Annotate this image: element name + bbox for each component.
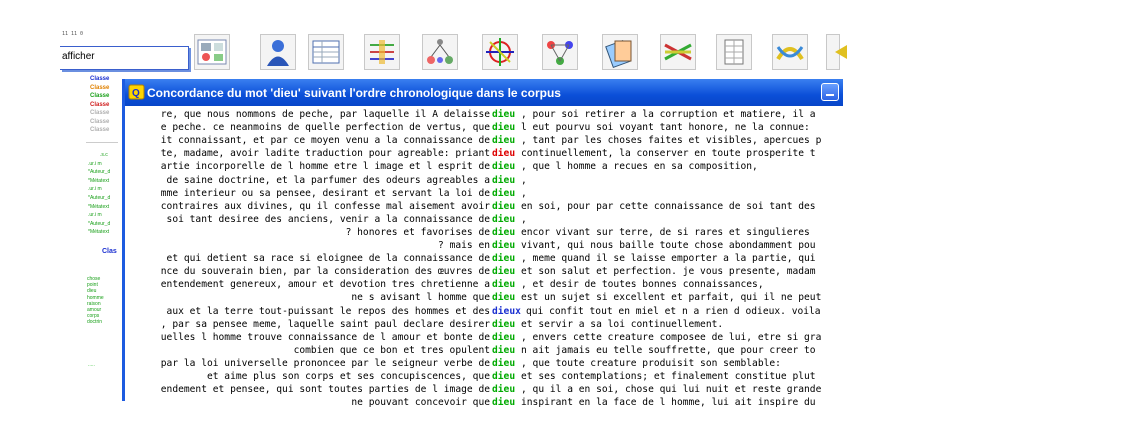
- concordance-line[interactable]: [125, 239, 1125, 252]
- left-context: te, madame, avoir ladite traduction pour agreable: priant: [160, 148, 490, 160]
- cards-icon: [603, 35, 637, 69]
- right-context: est un sujet si excellent et parfait, qui il ne peut: [521, 292, 822, 304]
- right-context: et servir a sa loi continuellement.: [521, 318, 724, 330]
- concordance-line[interactable]: [125, 265, 1125, 278]
- divider: [86, 142, 118, 143]
- partial-icon: [827, 35, 861, 69]
- class-item[interactable]: Classe: [90, 84, 110, 91]
- toolbar: [190, 30, 840, 76]
- right-context: continuellement, la conserver en toute prosperite t: [521, 148, 816, 160]
- class-item[interactable]: Classe: [90, 110, 110, 116]
- right-context: , que l homme a recues en sa composition,: [521, 161, 758, 173]
- keyword: dieu: [492, 200, 516, 212]
- star-burst-tool-button[interactable]: [482, 34, 518, 70]
- user-tool-button[interactable]: [260, 34, 296, 70]
- left-context: e peche. ce neanmoins de quelle perfection de vertus, que: [160, 122, 490, 134]
- network-tool-button[interactable]: [542, 34, 578, 70]
- right-context: , qu il a en soi, chose qui lui nuit et reste grande: [521, 384, 822, 396]
- keyword: dieu: [492, 213, 516, 225]
- keyword: dieu: [492, 226, 516, 238]
- partial-tool-button[interactable]: [826, 34, 840, 70]
- table-tool-button[interactable]: [308, 34, 344, 70]
- concordance-line[interactable]: [125, 357, 1125, 370]
- ribbon-tool-button[interactable]: [772, 34, 808, 70]
- concordance-line[interactable]: [125, 383, 1125, 396]
- right-context: qui confit tout en miel et n a rien d odieux. voila: [526, 305, 821, 317]
- keyword: dieu: [492, 148, 516, 160]
- list-item[interactable]: *Métatext: [88, 177, 110, 184]
- left-context: aux et la terre tout-puissant le repos des hommes et des: [166, 305, 490, 317]
- tree-diagram-icon: [423, 35, 457, 69]
- list-item[interactable]: .ur.i m: [88, 160, 102, 167]
- minimize-icon: [826, 94, 834, 96]
- list-item[interactable]: *Métatext: [88, 229, 110, 236]
- right-context: inspirant en la face de l homme, lui ait inspire du: [521, 397, 816, 409]
- left-context: entendement genereux, amour et devotion tres chretienne a: [160, 279, 490, 291]
- keyword: dieu: [492, 266, 516, 278]
- keyword: dieu: [492, 122, 516, 134]
- keyword: dieu: [492, 109, 516, 120]
- keyword: dieu: [492, 174, 516, 186]
- class-item[interactable]: Classe: [90, 118, 110, 125]
- list-item: .....: [88, 362, 95, 368]
- concordance-line[interactable]: [125, 213, 1125, 226]
- concordance-line[interactable]: [125, 187, 1125, 200]
- table-icon: [309, 35, 343, 69]
- word-item[interactable]: dieu: [87, 288, 97, 295]
- list-item[interactable]: *Métatext: [88, 203, 110, 210]
- list-item[interactable]: *Auteur_d: [88, 220, 111, 227]
- keyword: dieu: [492, 384, 516, 396]
- left-context: , par sa pensee meme, laquelle saint paul declare desirer: [160, 318, 490, 330]
- keyword: dieu: [492, 331, 516, 343]
- word-item[interactable]: corps: [87, 313, 100, 320]
- star-burst-icon: [483, 35, 517, 69]
- right-context: n ait jamais eu telle souffrette, que pour creer to: [521, 344, 816, 356]
- right-context: et son salut et perfection. je vous presente, madam: [521, 266, 816, 278]
- left-context: ? honores et favorises de: [345, 226, 490, 238]
- concordance-line[interactable]: [125, 147, 1125, 160]
- cards-tool-button[interactable]: [602, 34, 638, 70]
- chart-grid-icon: [195, 35, 229, 69]
- left-panel-header: 11 11 0: [62, 31, 84, 37]
- keyword: dieu: [492, 161, 516, 173]
- concordance-line[interactable]: [125, 108, 1125, 121]
- list-item[interactable]: *Auteur_d: [88, 169, 111, 176]
- word-item[interactable]: point: [87, 282, 98, 289]
- word-item[interactable]: chose: [87, 276, 101, 282]
- word-item[interactable]: raison: [87, 300, 101, 307]
- concordance-line[interactable]: [125, 174, 1125, 187]
- list-item[interactable]: .s.c: [100, 152, 108, 158]
- left-context: ne s avisant l homme que: [351, 292, 490, 304]
- concordance-line[interactable]: [125, 291, 1125, 304]
- svg-text:Q: Q: [132, 88, 140, 99]
- window-titlebar[interactable]: [125, 79, 843, 106]
- left-context: artie incorporelle de l homme etre l image et l esprit de: [160, 161, 490, 173]
- keyword: dieu: [492, 357, 516, 369]
- keyword: dieu: [492, 253, 516, 265]
- left-context: it connaissant, et par ce moyen venu a la connaissance de: [160, 135, 490, 147]
- right-context: , et desir de toutes bonnes connaissances,: [521, 279, 764, 291]
- concordance-line[interactable]: [125, 331, 1125, 344]
- right-context: , meme quand il se laisse emporter a la partie, qui: [521, 253, 816, 265]
- right-context: ,: [521, 174, 527, 186]
- user-icon: [261, 35, 295, 69]
- right-context: ,: [521, 187, 527, 199]
- chart-grid-tool-button[interactable]: [194, 34, 230, 70]
- left-context: mme interieur ou sa pensee, desirant et servant la loi de: [160, 187, 490, 199]
- list-item[interactable]: *Auteur_d: [88, 195, 111, 201]
- concordance-line[interactable]: [125, 278, 1125, 291]
- node-graph-icon: [365, 35, 399, 69]
- concordance-line[interactable]: [125, 370, 1125, 383]
- cross-links-icon: [661, 35, 695, 69]
- app-icon: [129, 85, 144, 99]
- right-context: , pour soi retirer a la corruption et matiere, il a: [521, 109, 816, 120]
- word-item[interactable]: doctrin: [87, 319, 103, 326]
- concordance-window: [122, 79, 840, 409]
- minimize-button[interactable]: [821, 83, 839, 101]
- left-context: de saine doctrine, et la parfumer des odeurs agreables a: [160, 174, 490, 186]
- left-context: soi tant desiree des anciens, venir a la connaissance de: [160, 213, 490, 225]
- keyword: dieu: [492, 279, 516, 291]
- concordance-line[interactable]: [125, 134, 1125, 147]
- left-context: par la loi universelle prononcee par le seigneur verbe de: [160, 357, 490, 369]
- left-context: endement et pensee, qui sont toutes parties de l image de: [160, 384, 490, 396]
- node-graph-tool-button[interactable]: [364, 34, 400, 70]
- keyword: dieu: [492, 371, 516, 382]
- left-context: ne pouvant concevoir que: [351, 397, 490, 409]
- search-input[interactable]: [60, 46, 189, 70]
- concordance-list[interactable]: [125, 106, 840, 409]
- list-item[interactable]: .ur.i m: [88, 212, 102, 219]
- keyword: dieu: [492, 135, 516, 147]
- right-context: encor vivant sur terre, de si rares et singulieres: [521, 226, 810, 238]
- right-context: , envers cette creature composee de lui, etre si gra: [521, 331, 822, 343]
- concordance-line[interactable]: [125, 200, 1125, 213]
- left-context: contraires aux divines, qu il confesse mal aisement avoir: [160, 200, 490, 212]
- keyword: dieux: [492, 305, 521, 317]
- class-item[interactable]: Classe: [90, 76, 110, 82]
- ribbon-icon: [773, 35, 807, 69]
- keyword: dieu: [492, 397, 516, 409]
- keyword: dieu: [492, 292, 516, 304]
- list-item[interactable]: .ur.i m: [88, 186, 102, 193]
- matrix-tool-button[interactable]: [716, 34, 752, 70]
- class-item[interactable]: Classe: [90, 101, 110, 108]
- concordance-line[interactable]: [125, 252, 1125, 265]
- left-context: ? mais en: [438, 240, 490, 251]
- word-item[interactable]: homme: [87, 294, 104, 301]
- right-context: , que toute creature produisit son semblable:: [521, 357, 781, 369]
- concordance-line[interactable]: [125, 318, 1125, 331]
- class-item[interactable]: Classe: [90, 93, 110, 99]
- concordance-line[interactable]: [125, 396, 1125, 409]
- list-item[interactable]: Clas: [102, 248, 117, 255]
- concordance-line[interactable]: [125, 305, 1125, 318]
- right-context: l eut pourvu soi voyant tant honore, ne la connue:: [521, 122, 810, 134]
- keyword: dieu: [492, 240, 516, 251]
- left-context: combien que ce bon et tres opulent: [293, 344, 490, 356]
- right-context: vivant, qui nous baille toute chose abondamment pou: [521, 240, 816, 251]
- right-context: , tant par les choses faites et visibles, apercues p: [521, 135, 822, 147]
- concordance-line[interactable]: [125, 160, 1125, 173]
- matrix-icon: [717, 35, 751, 69]
- keyword: dieu: [492, 318, 516, 330]
- right-context: et ses contemplations; et finalement constitue plut: [521, 371, 816, 382]
- search-input-value: afficher: [62, 51, 95, 62]
- left-context: et qui detient sa race si eloignee de la connaissance de: [160, 253, 490, 265]
- concordance-line[interactable]: [125, 226, 1125, 239]
- concordance-line[interactable]: [125, 121, 1125, 134]
- keyword: dieu: [492, 187, 516, 199]
- keyword: dieu: [492, 344, 516, 356]
- cross-links-tool-button[interactable]: [660, 34, 696, 70]
- left-context: et aime plus son corps et ses concupiscences, que: [206, 371, 490, 382]
- left-context: uelles l homme trouve connaissance de l amour et bonte de: [160, 331, 490, 343]
- right-context: ,: [521, 213, 527, 225]
- left-context: nce du souverain bien, par la consideration des œuvres de: [160, 266, 490, 278]
- network-icon: [543, 35, 577, 69]
- concordance-line[interactable]: [125, 344, 1125, 357]
- class-item[interactable]: Classe: [90, 127, 110, 133]
- right-context: en soi, pour par cette connaissance de soi tant des: [521, 200, 816, 212]
- left-context: re, que nous nommons de peche, par laquelle il A delaisse: [160, 109, 490, 120]
- window-title: Concordance du mot 'dieu' suivant l'ordre chronologique dans le corpus: [147, 86, 561, 100]
- word-item[interactable]: amour: [87, 307, 102, 313]
- tree-diagram-tool-button[interactable]: [422, 34, 458, 70]
